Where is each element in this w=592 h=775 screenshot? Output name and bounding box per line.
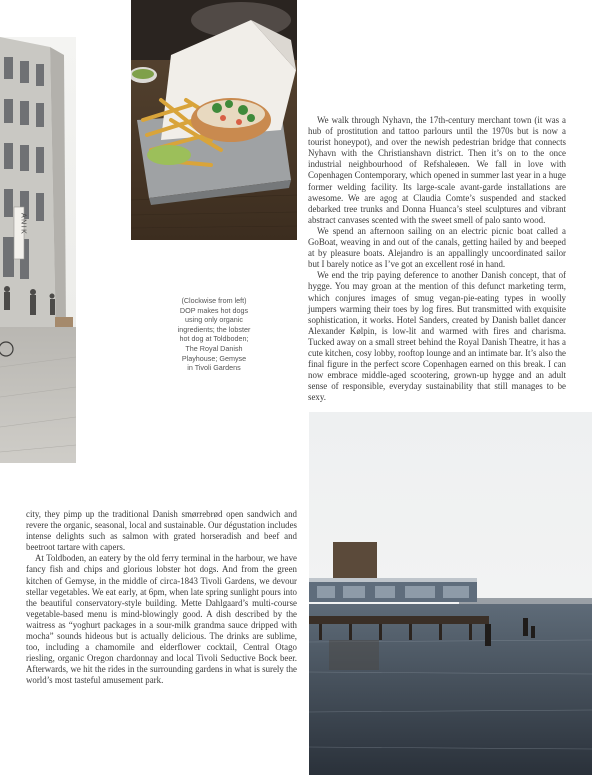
article-column-right [308,115,566,403]
paragraph: At Toldboden, an eatery by the old ferry terminal in the harbour, we have fancy fish and chips and glorious lobster hot dogs. And from the green kitchen of Gemyse, in the middle of circa-1843 Tivoli Gardens, we devour stellar vegetables. We eat early, at 6pm, when late spring sunlight pours into the beautiful conservatory-style building. Mette Dahlgaard’s multi-course vegetable-based menu is mind-blowingly good. A dish described by the waitress as “yoghurt packages in a sour-milk grandma sauce dripped with mocha” sounds hideous but is actually delicious. The drinks are sublime, too, including a chamomile and elderflower cocktail, Central Otago riesling, organic Oregon chardonnay and local Tivoli Seductive Bock beer. Afterwards, we hit the rides in the surrounding gardens in what is surely the world’s most tasteful amusement park. [26,553,297,686]
caption-line: in Tivoli Gardens [187,363,241,373]
shop-sign-text: ANIK [19,213,27,236]
paragraph: We walk through Nyhavn, the 17th-century merchant town (it was a hub of prostitution and tattoo parlours until the 1970s but is now a tourist honeypot), and over the newish pedestrian bridge that connects Nyhavn with the Christianshavn district. Then it’s on to the once industrial neighbourhood of Refshaleøen. We fall in love with Copenhagen Contemporary, which opened in summer last year in a huge former welding facility. Its large-scale avant-garde installations are awesome. We are agog at Claudia Comte’s suspended and stacked debarked tree trunks and Donna Huanca’s steel sculptures and vibrant abstract canvases scented with the sweet smell of palo santo wood. [308,115,566,225]
photo-caption [160,296,268,373]
caption-line: The Royal Danish [185,343,243,353]
paragraph: city, they pimp up the traditional Danish smørrebrød open sandwich and revere the organic, seasonal, local and sustainable. Our dégustation includes intense delights such as salmon with grated horseradish and beef and beetroot tartare with capers. [26,509,297,553]
caption-line: DOP makes hot dogs [179,305,249,315]
caption-line: Playhouse; Gemyse [181,353,247,363]
caption-line: ingredients; the lobster [177,324,251,334]
caption-line: (Clockwise from left) [181,296,247,305]
paragraph: We spend an afternoon sailing on an electric picnic boat called a GoBoat, weaving in and out of the canals, getting hailed by and beeped at by pleasure boats. Alejandro is an appallingly uncoordinated sailor but I barely notice as I’ve got an excellent rosé in hand. [308,225,566,270]
article-column-left [26,509,297,687]
caption-line: using only organic [185,315,243,325]
paragraph: We end the trip paying deference to another Danish concept, that of hygge. You may groan at the mention of this defunct marketing term, which conjures images of smug vegan-pie-eating types in woolly jumpers warming their toes by log fires. But transmitted with exquisite sophistication, it works. Hotel Sanders, created by Danish ballet dancer Alexander Kølpin, is low-lit and warmed with fires and charisma. Tucked away on a small street behind the Royal Danish Theatre, it has a cute kitchen, cosy lobby, rooftop lounge and an intimate bar. It’s also the final figure in the perfect score Copenhagen earned on this break. I can now embrace middle-aged scootering, grown-up hygge and an adult sense of responsible, everyday sustainability that still manages to be sexy. [308,270,566,403]
royal-playhouse-photo [309,412,592,775]
street-photo [0,37,76,463]
lobster-hotdog-photo [131,0,297,240]
caption-line: hot dog at Toldboden; [179,334,249,344]
